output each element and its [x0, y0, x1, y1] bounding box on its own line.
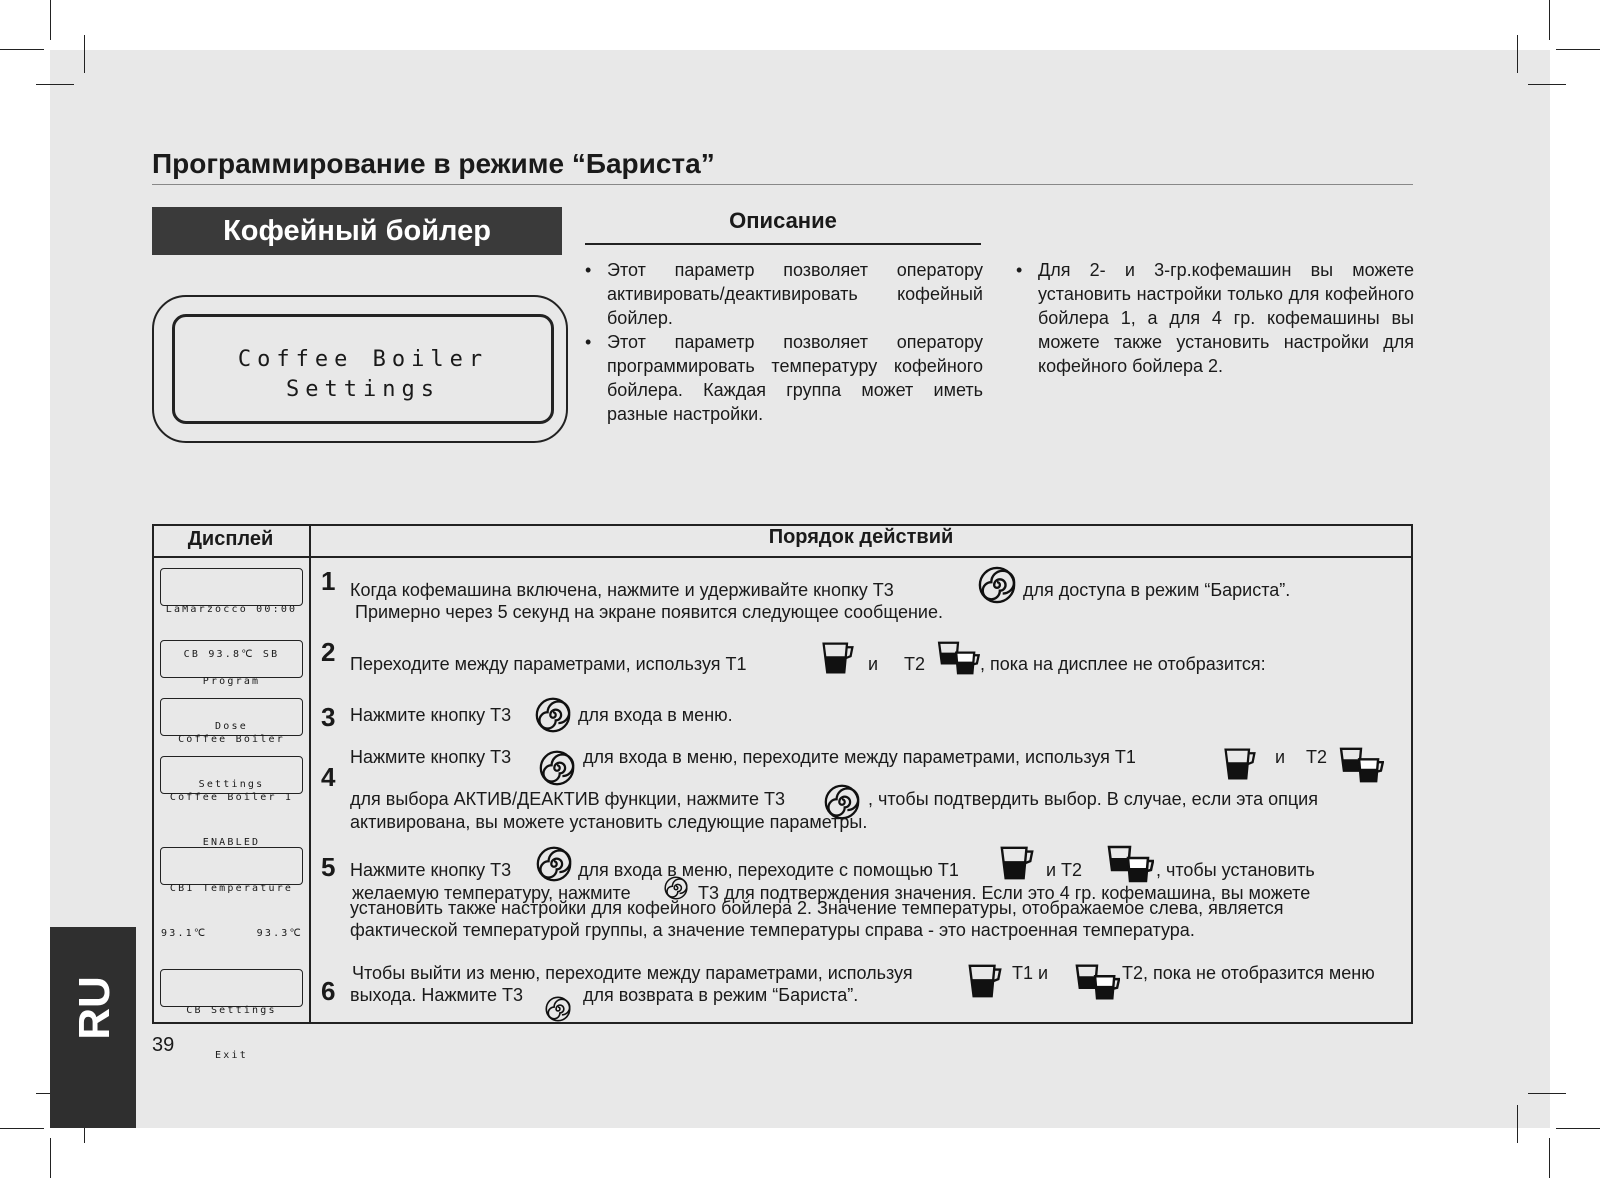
double-cup-t2-icon: [936, 640, 980, 676]
single-cup-t1-icon: [1222, 746, 1258, 782]
display-line: Program: [202, 676, 261, 687]
display-screen: [160, 640, 303, 732]
step-text: для входа в меню.: [578, 705, 733, 725]
display-line: CB Settings: [186, 1005, 277, 1016]
display-screen: [160, 847, 303, 939]
crop-mark: [0, 1128, 44, 1129]
description-right: [1014, 258, 1414, 378]
page-title: Программирование в режиме “Бариста”: [152, 148, 715, 179]
step-text: и: [868, 654, 879, 674]
step-text: установить также настройки для кофейного бойлера 2. Значение температуры, отображаемое слева, является: [350, 898, 1284, 918]
table-header-display: Дисплей: [187, 528, 274, 550]
display-screen: [160, 698, 303, 790]
step-number: 6: [321, 976, 336, 1006]
step-text: для входа в меню, переходите с помощью Т1: [578, 860, 959, 880]
crop-mark: [0, 49, 44, 50]
step-text: Примерно через 5 секунд на экране появится следующее сообщение.: [355, 602, 943, 622]
step-text: активирована, вы можете установить следующие параметры.: [350, 812, 868, 832]
display-line: LaMarzocco 00:00: [165, 604, 298, 615]
step-text: для выбора АКТИВ/ДЕАКТИВ функции, нажмите Т3: [350, 789, 785, 809]
crop-mark: [1517, 35, 1518, 73]
crop-mark: [1549, 0, 1550, 40]
table-column-divider: [309, 524, 311, 1024]
step-number: 5: [321, 852, 336, 882]
spiral-t3-icon: [539, 750, 575, 786]
step-text: выхода. Нажмите Т3: [350, 985, 523, 1005]
display-line: Exit: [215, 1050, 248, 1061]
step-text: Т2: [1306, 747, 1328, 767]
spiral-t3-icon: [978, 566, 1016, 604]
spiral-t3-icon: [545, 996, 571, 1022]
display-line: Coffee Boiler 1: [169, 792, 294, 803]
crop-mark: [36, 84, 74, 85]
step-text: Нажмите кнопку Т3: [350, 747, 512, 767]
step-text: Нажмите кнопку Т3: [350, 860, 512, 880]
description-bullet: • Этот параметр позволяет оператору активировать/деактивировать кофейный бойлер.: [583, 258, 983, 330]
display-line: Settings: [198, 779, 265, 790]
display-screen: [160, 568, 303, 660]
display-line: Dose: [215, 721, 248, 732]
lcd-screen: [172, 314, 554, 424]
crop-mark: [1517, 1105, 1518, 1143]
crop-mark: [84, 35, 85, 73]
crop-mark: [1556, 1128, 1600, 1129]
crop-mark: [50, 0, 51, 40]
step-text: Т1 и: [1012, 963, 1049, 983]
single-cup-t1-icon: [966, 962, 1004, 1000]
single-cup-t1-icon: [998, 844, 1036, 882]
title-divider: [152, 184, 1413, 185]
step-text: Т2, пока не отобразится меню: [1122, 963, 1375, 983]
display-line: Coffee Boiler: [178, 734, 285, 745]
step-number: 1: [321, 566, 336, 596]
step-text: Нажмите кнопку Т3: [350, 705, 512, 725]
step-text: , чтобы подтвердить выбор. В случае, если эта опция: [868, 789, 1318, 809]
spiral-t3-icon: [664, 876, 688, 900]
step-text: для входа в меню, переходите между параметрами, используя Т1: [583, 747, 1136, 767]
crop-mark: [1556, 49, 1600, 50]
double-cup-t2-icon: [1074, 962, 1120, 1002]
step-text: для возврата в режим “Бариста”.: [583, 985, 859, 1005]
display-line: CB 93.8℃ SB: [183, 649, 280, 660]
crop-mark: [50, 1138, 51, 1178]
step-text: и Т2: [1046, 860, 1083, 880]
language-label: RU: [70, 976, 119, 1040]
spiral-t3-icon: [536, 846, 572, 882]
step-text: Когда кофемашина включена, нажмите и удерживайте кнопку Т3: [350, 580, 894, 600]
description-heading: Описание: [729, 208, 837, 233]
step-number: 4: [321, 762, 336, 792]
step-text: , пока на дисплее не отобразится:: [980, 654, 1266, 674]
double-cup-t2-icon: [1338, 746, 1384, 784]
step-text: и: [1275, 747, 1286, 767]
single-cup-t1-icon: [820, 640, 856, 676]
step-text: Т2: [904, 654, 926, 674]
display-line: CB1 Temperature: [169, 883, 294, 894]
section-banner: Кофейный бойлер: [152, 207, 562, 255]
table-header-divider: [152, 556, 1413, 558]
display-line: 93.1℃ 93.3℃: [161, 928, 303, 939]
crop-mark: [1528, 1093, 1566, 1094]
step-number: 2: [321, 637, 336, 667]
step-text: Чтобы выйти из меню, переходите между параметрами, используя: [352, 963, 913, 983]
step-text: , чтобы установить: [1156, 860, 1315, 880]
description-left: [583, 258, 983, 426]
crop-mark: [1549, 1138, 1550, 1178]
description-bullet: • Этот параметр позволяет оператору программировать температуру кофейного бойлера. Каждая группа может иметь разные настройки.: [583, 330, 983, 426]
double-cup-t2-icon: [1106, 844, 1154, 884]
display-screen: [160, 756, 303, 848]
description-divider: [585, 243, 981, 245]
step-text: фактической температурой группы, а значение температуры справа - это настроенная температура.: [350, 920, 1195, 940]
table-header-steps: Порядок действий: [768, 526, 954, 548]
page-number: 39: [152, 1034, 175, 1056]
step-text: Т3 для подтверждения значения. Если это 4 гр. кофемашина, вы можете: [698, 883, 1311, 903]
lcd-line-1: Coffee Boiler: [237, 347, 489, 372]
display-line: ENABLED: [202, 837, 261, 848]
crop-mark: [1528, 84, 1566, 85]
spiral-t3-icon: [535, 697, 571, 733]
step-text: Переходите между параметрами, используя Т1: [350, 654, 747, 674]
description-bullet: • Для 2- и 3-гр.кофемашин вы можете установить настройки только для кофейного бойлера 1, а для 4 гр. кофемашины вы можете также установить настройки для кофейного бойлера 2.: [1014, 258, 1414, 378]
step-number: 3: [321, 702, 336, 732]
lcd-line-2: Settings: [286, 377, 440, 402]
step-text: для доступа в режим “Бариста”.: [1023, 580, 1291, 600]
step-text: желаемую температуру, нажмите: [352, 883, 631, 903]
